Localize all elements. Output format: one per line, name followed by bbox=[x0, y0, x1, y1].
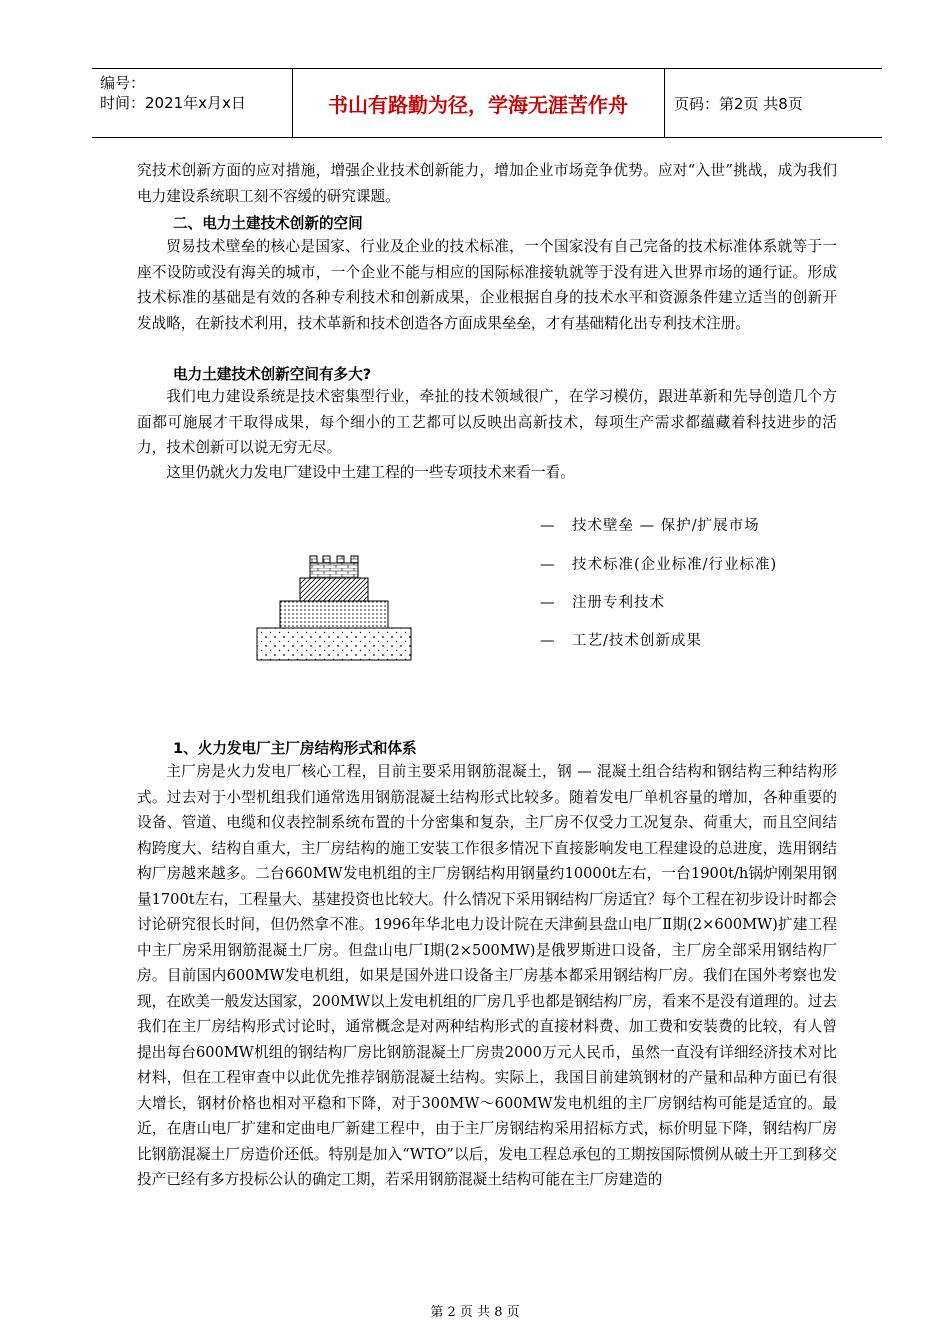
battlements bbox=[310, 556, 358, 563]
section-heading: 二、电力土建技术创新的空间 bbox=[173, 215, 363, 232]
header-meta bbox=[100, 73, 246, 113]
standard-layer bbox=[300, 578, 368, 601]
legend-item: — 注册专利技术 bbox=[540, 595, 665, 611]
legend-item: — 技术壁垒 — 保护/扩展市场 bbox=[540, 518, 760, 534]
page-footer: 第 2 页 共 8 页 bbox=[430, 1305, 520, 1320]
legend-item: — 工艺/技术创新成果 bbox=[540, 633, 702, 649]
paragraph: 贸易技术壁垒的核心是国家、行业及企业的技术标准，一个国家没有自己完备的技术标准体系就等于一座不设防或没有海关的城市，一个企业不能与相应的国际标准接轨就等于没有进入世界市场的通行证。形成技术标准的基础是有效的各种专利技术和创新成果，企业根据自身的技术水平和资源条件建立适当的创新开发战略，在新技术利用，技术革新和技术创造各方面成果垒垒，才有基础精化出专利技术注册。 bbox=[137, 238, 837, 332]
subsection-heading: 电力土建技术创新空间有多大? bbox=[173, 366, 372, 383]
paragraph: 主厂房是火力发电厂核心工程，目前主要采用钢筋混凝土，钢 — 混凝土组合结构和钢结构三种结构形式。过去对于小型机组我们通常选用钢筋混凝土结构形式比较多。随着发电厂单机容量的增加，各种重要的设备、管道、电缆和仪表控制系统布置的十分密集和复杂，主厂房不仅受力工况复杂、荷重大，而且空间结构跨度大、结构自重大，主厂房结构的施工安装工作很多情况下直接影响发电工程建设的总进度，选用钢结构厂房越来越多。二台660MW发电机组的主厂房钢结构用钢量约10000t左右，一台1900t/h锅炉刚架用钢量1700t左右，工程量大、基建投资也比较大。什么情况下采用钢结构厂房适宜？每个工程在初步设计时都会讨论研究很长时间，但仍然拿不准。1996年华北电力设计院在天津蓟县盘山电厂Ⅱ期(2×600MW)扩建工程中主厂房采用钢筋混凝土厂房。但盘山电厂Ⅰ期(2×500MW)是俄罗斯进口设备，主厂房全部采用钢结构厂房。目前国内600MW发电机组，如果是国外进口设备主厂房基本都采用钢结构厂房。我们在国外考察也发现，在欧美一般发达国家，200MW以上发电机组的厂房几乎也都是钢结构厂房，看来不是没有道理的。过去我们在主厂房结构形式讨论时，通常概念是对两种结构形式的直接材料费、加工费和安装费的比较，有人曾提出每台600MW机组的钢结构厂房比钢筋混凝土厂房贵2000万元人民币，虽然一直没有详细经济技术对比材料，但在工程审查中以此优先推荐钢筋混凝土结构。实际上，我国目前建筑钢材的产量和品种方面已有很大增长，钢材价格也相对平稳和下降，对于300MW～600MW发电机组的主厂房钢结构可能是适宜的。最近，在唐山电厂扩建和定曲电厂新建工程中，由于主厂房钢结构采用招标方式，标价明显下降，钢结构厂房比钢筋混凝土厂房造价还低。特别是加入“WTO”以后，发电工程总承包的工期按国际惯例从破土开工到移交投产已经有多方投标公认的确定工期，若采用钢筋混凝土结构可能在主厂房建造的 bbox=[137, 763, 837, 1188]
patent-layer bbox=[280, 601, 388, 628]
time-label: 时间：2021年x月x日 bbox=[100, 94, 246, 112]
header-divider bbox=[664, 69, 665, 137]
paragraph: 我们电力建设系统是技术密集型行业，牵扯的技术领域很广，在学习模仿，跟进革新和先导创造几个方面都可施展才干取得成果，每个细小的工艺都可以反映出高新技术，每项生产需求都蕴藏着科技进步的活力，技术创新可以说无穷无尽。 bbox=[137, 388, 837, 456]
base-layer-innovation bbox=[257, 628, 411, 660]
page-header bbox=[92, 68, 882, 138]
paragraph-intro-continued: 究技术创新方面的应对措施，增强企业技术创新能力，增加企业市场竞争优势。应对“入世”挑战，成为我们电力建设系统职工刻不容缓的研究课题。 bbox=[137, 162, 837, 205]
header-motto: 书山有路勤为径，学海无涯苦作舟 bbox=[328, 93, 628, 117]
tech-barrier-pyramid-diagram bbox=[255, 544, 415, 664]
number-label: 编号： bbox=[100, 74, 146, 92]
paragraph: 这里仍就火力发电厂建设中土建工程的一些专项技术来看一看。 bbox=[166, 464, 575, 481]
barrier-wall bbox=[310, 563, 358, 578]
subsection-heading: 1、火力发电厂主厂房结构形式和体系 bbox=[173, 740, 417, 757]
header-page-info: 页码：第2页 共8页 bbox=[674, 95, 803, 113]
legend-item: — 技术标准(企业标准/行业标准) bbox=[540, 557, 778, 573]
